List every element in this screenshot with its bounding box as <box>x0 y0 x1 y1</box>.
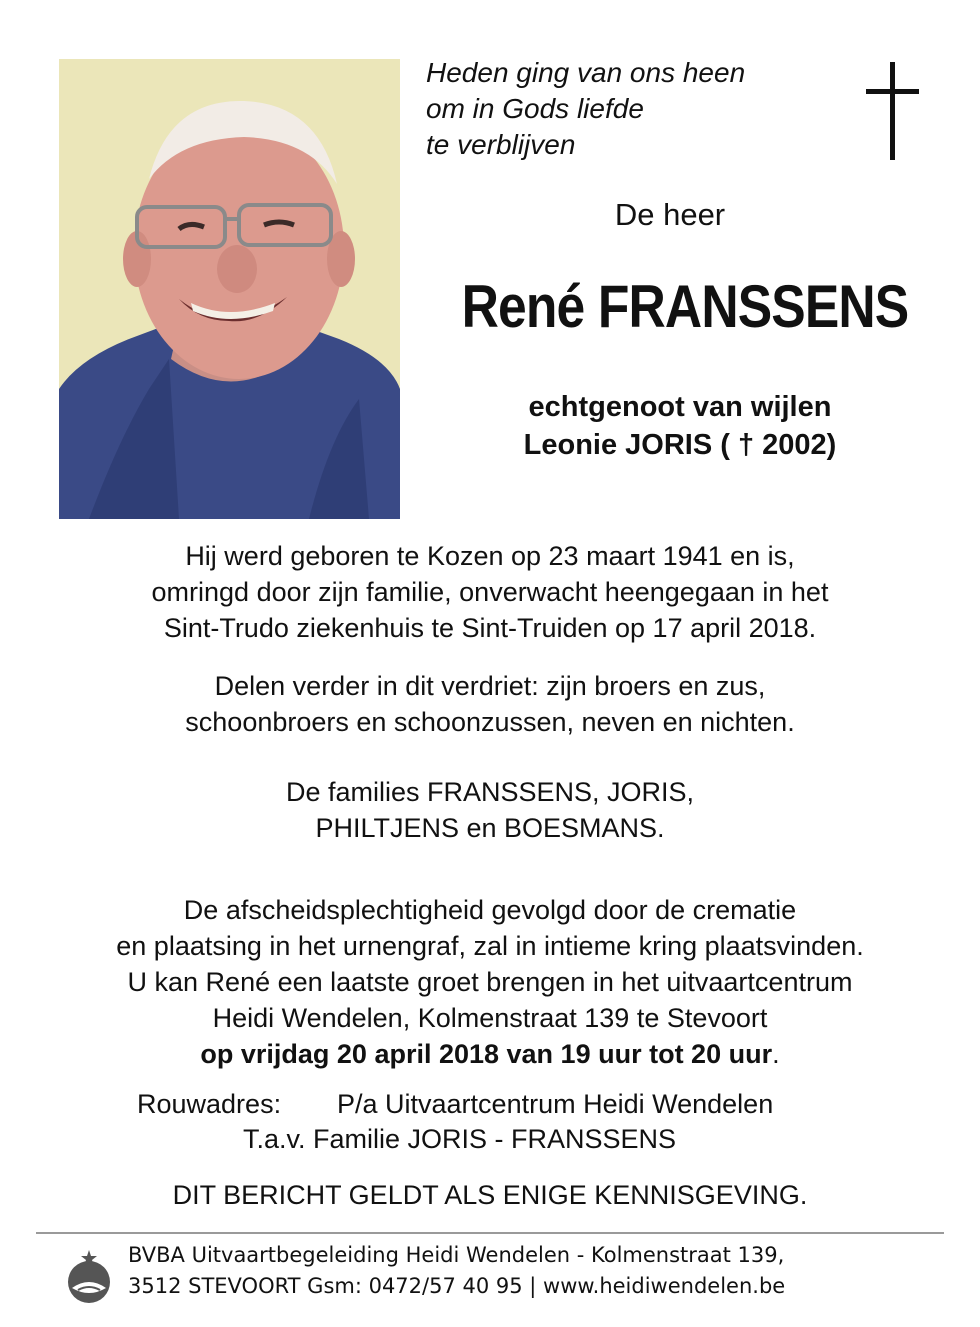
mourning-address <box>137 1087 897 1157</box>
paragraph-line: De families FRANSSENS, JORIS, <box>285 777 695 807</box>
funeral-home-logo-icon <box>62 1248 116 1306</box>
paragraph-line: schoonbroers en schoonzussen, neven en nichten. <box>185 707 795 737</box>
footer-line: 3512 STEVOORT Gsm: 0472/57 40 95 | www.heidiwendelen.be <box>128 1274 786 1298</box>
paragraph-line: Delen verder in dit verdriet: zijn broers en zus, <box>214 671 766 701</box>
portrait-illustration <box>59 59 400 519</box>
paragraph-line: PHILTJENS en BOESMANS. <box>315 813 665 843</box>
latin-cross-icon <box>860 62 926 162</box>
footer-line: BVBA Uitvaartbegeleiding Heidi Wendelen - Kolmenstraat 139, <box>128 1243 785 1267</box>
paragraph-line: en plaatsing in het urnengraf, zal in intieme kring plaatsvinden. <box>116 931 864 961</box>
paragraph-line: Sint-Trudo ziekenhuis te Sint-Truiden op 17 april 2018. <box>163 613 817 643</box>
paragraph-line: De afscheidsplechtigheid gevolgd door de crematie <box>183 895 797 925</box>
address-row <box>137 1087 897 1122</box>
ceremony-date-end: . <box>772 1039 780 1069</box>
ceremony-date-line <box>0 1036 980 1072</box>
intro-line: Heden ging van ons heen <box>426 57 746 88</box>
spouse-line: Leonie JORIS ( † 2002) <box>523 429 837 461</box>
birth-paragraph <box>0 538 980 646</box>
cross-vertical-bar <box>890 62 895 160</box>
cross-horizontal-bar <box>866 89 919 94</box>
paragraph-line: omringd door zijn familie, onverwacht heengegaan in het <box>151 577 829 607</box>
ceremony-paragraph <box>0 892 980 1072</box>
deceased-name: René FRANSSENS <box>461 273 909 340</box>
spouse-line: echtgenoot van wijlen <box>528 391 832 423</box>
sharing-paragraph <box>0 668 980 740</box>
families-paragraph <box>0 774 980 846</box>
intro-line: om in Gods liefde <box>426 93 644 124</box>
address-line: P/a Uitvaartcentrum Heidi Wendelen <box>337 1089 774 1119</box>
spouse-info <box>430 388 930 464</box>
ceremony-date: op vrijdag 20 april 2018 van 19 uur tot 20 uur <box>200 1039 773 1069</box>
honorific: De heer <box>614 197 726 232</box>
footer-divider <box>36 1232 944 1234</box>
address-line: T.a.v. Familie JORIS - FRANSSENS <box>243 1124 677 1154</box>
address-label: Rouwadres: <box>137 1089 282 1119</box>
notice-text: DIT BERICHT GELDT ALS ENIGE KENNISGEVING. <box>172 1180 808 1210</box>
intro-line: te verblijven <box>426 129 576 160</box>
footer-contact <box>128 1240 948 1302</box>
portrait-photo <box>59 59 400 519</box>
paragraph-line: U kan René een laatste groet brengen in het uitvaartcentrum <box>127 967 853 997</box>
intro-verse <box>426 55 826 163</box>
paragraph-line: Hij werd geboren te Kozen op 23 maart 1941 en is, <box>185 541 795 571</box>
paragraph-line: Heidi Wendelen, Kolmenstraat 139 te Stevoort <box>212 1003 768 1033</box>
